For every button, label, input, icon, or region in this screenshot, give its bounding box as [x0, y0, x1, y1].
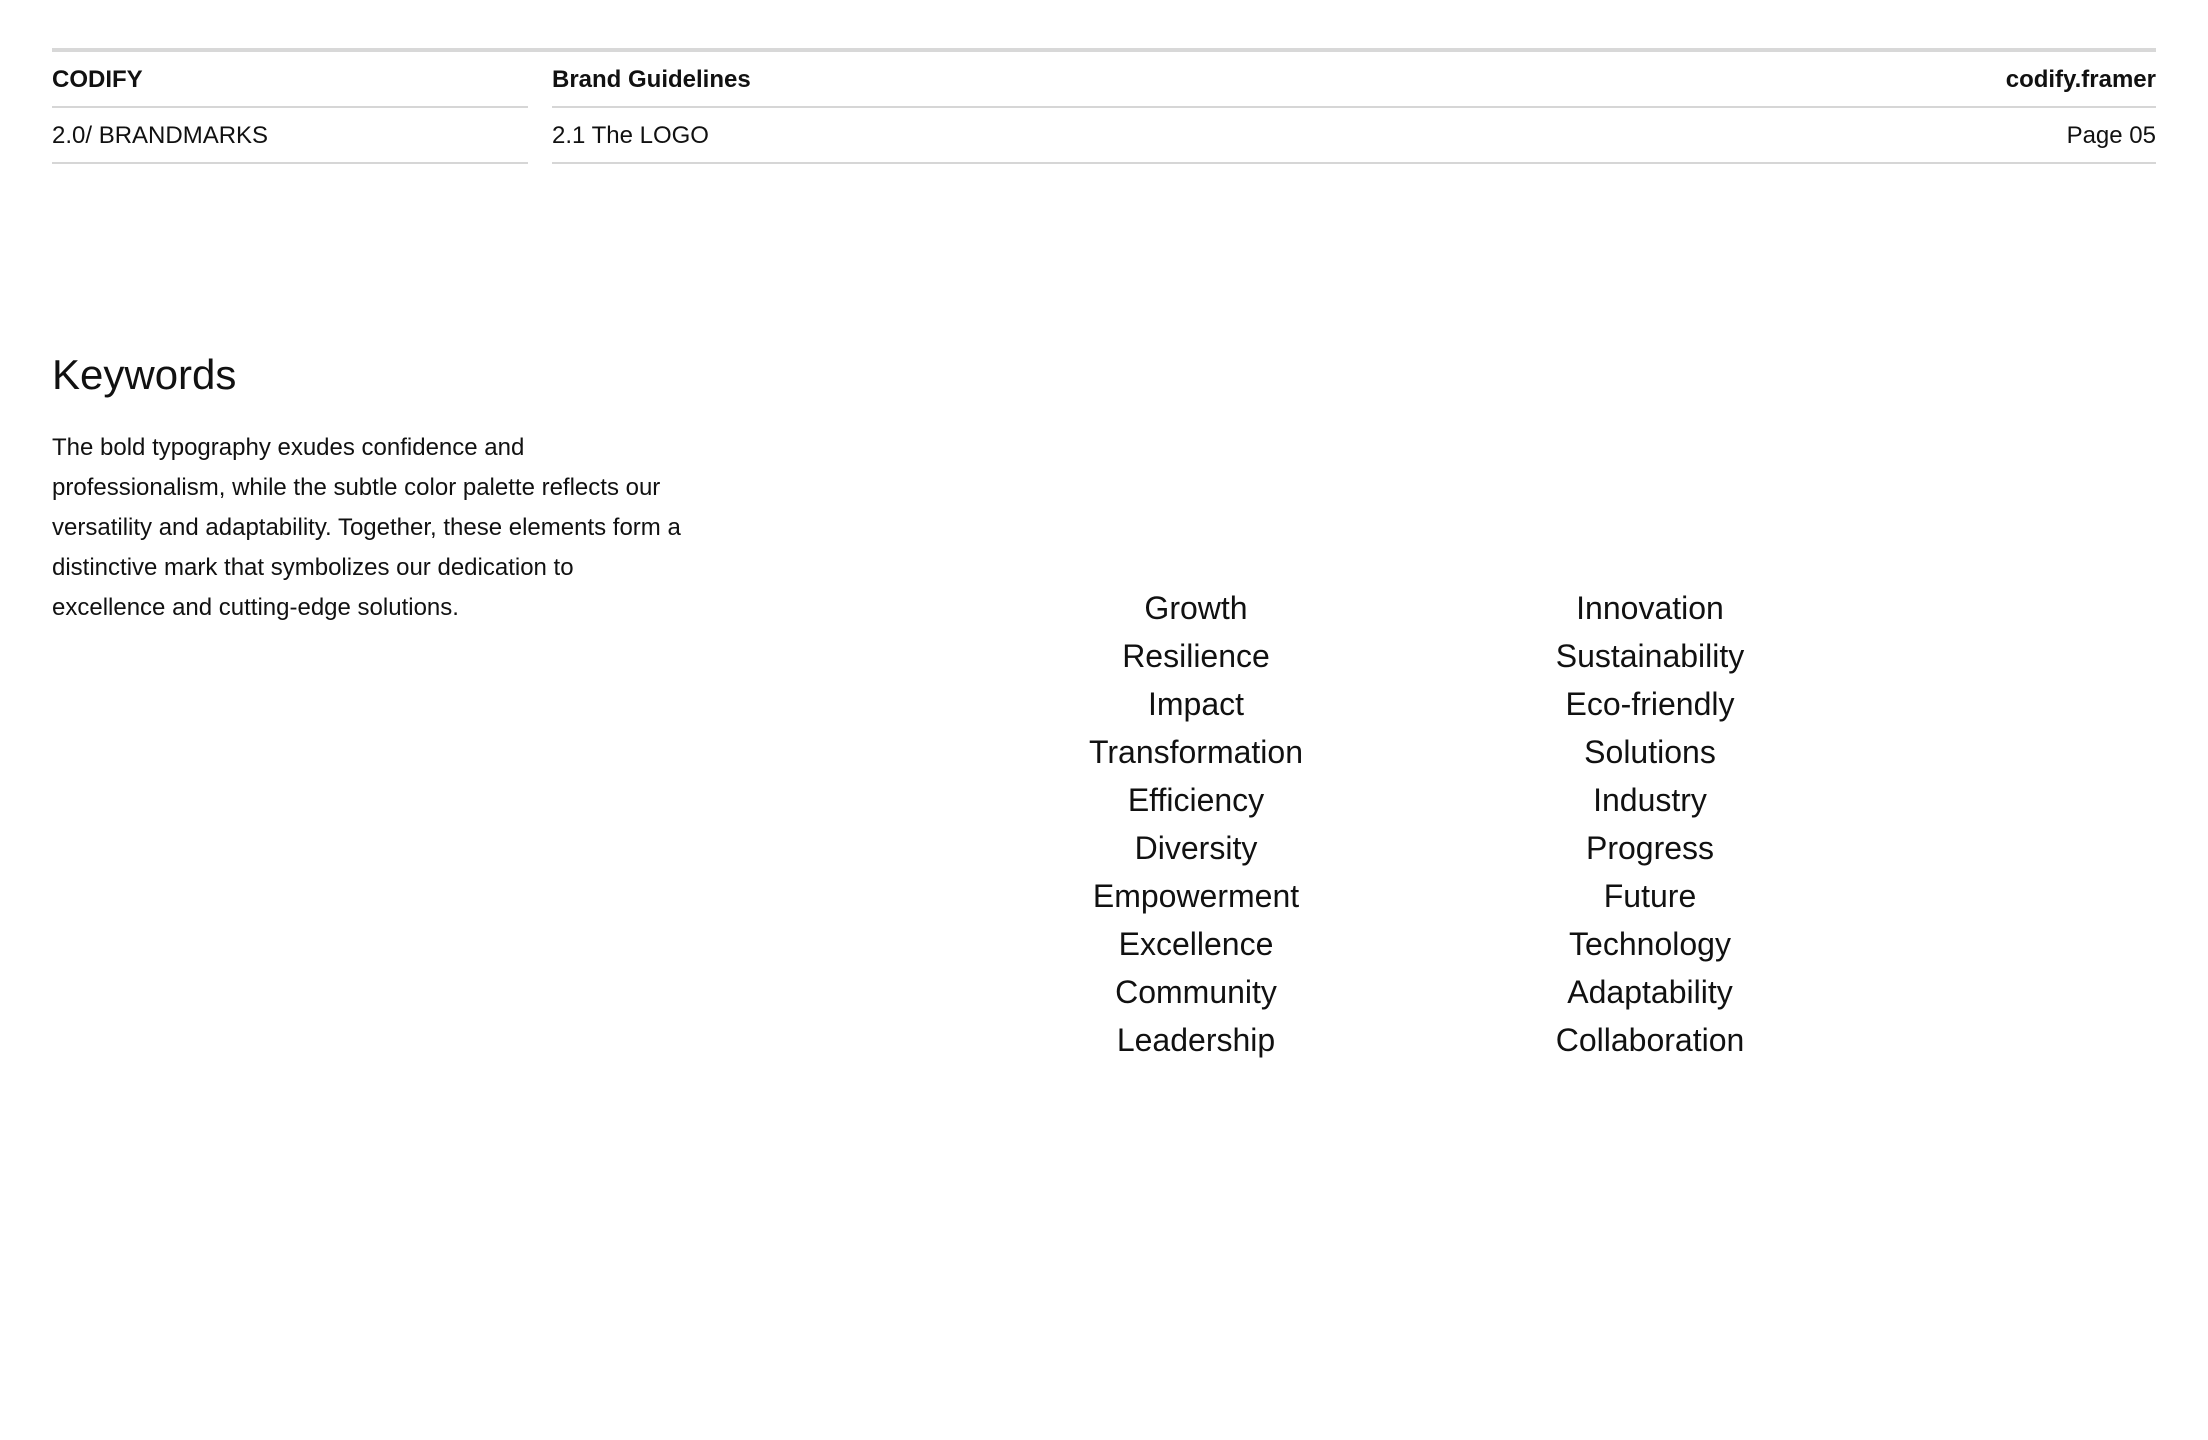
- keyword-item: Impact: [1147, 686, 1245, 722]
- keyword-item: Collaboration: [1555, 1022, 1745, 1058]
- site-link[interactable]: codify.framer: [2005, 66, 2156, 93]
- keyword-list-left: [986, 584, 1406, 1064]
- keyword-item: Leadership: [1116, 1022, 1276, 1058]
- subheader-divider-right: [552, 162, 2156, 164]
- section-label: 2.0/ BRANDMARKS: [52, 122, 269, 149]
- keyword-item: Growth: [1144, 590, 1248, 626]
- keyword-item: Community: [1115, 974, 1277, 1010]
- header-top-rule: [52, 48, 2156, 52]
- header-divider-left: [52, 106, 528, 108]
- brand-name: CODIFY: [52, 66, 143, 93]
- section-description: The bold typography exudes confidence and professionalism, while the subtle color palette reflects our versatility and adaptability. Together, these elements form a distinctive mark that symbolizes our dedication to excellence and cutting-edge solutions.: [52, 434, 681, 621]
- page-title: Keywords: [52, 351, 237, 398]
- header-divider-right: [552, 106, 2156, 108]
- keyword-item: Sustainability: [1555, 638, 1745, 674]
- keyword-item: Adaptability: [1567, 974, 1733, 1010]
- keyword-item: Transformation: [1089, 734, 1303, 770]
- keyword-item: Innovation: [1576, 590, 1724, 626]
- keyword-item: Efficiency: [1127, 782, 1265, 818]
- keyword-item: Excellence: [1118, 926, 1274, 962]
- keyword-item: Empowerment: [1092, 878, 1300, 914]
- page-number: Page 05: [2066, 122, 2156, 149]
- keyword-item: Eco-friendly: [1565, 686, 1735, 722]
- keyword-item: Technology: [1569, 926, 1731, 962]
- keyword-item: Solutions: [1584, 734, 1716, 770]
- keyword-item: Future: [1603, 878, 1697, 914]
- keyword-item: Industry: [1593, 782, 1707, 818]
- subheader-divider-left: [52, 162, 528, 164]
- keyword-item: Diversity: [1134, 830, 1258, 866]
- keyword-item: Progress: [1585, 830, 1715, 866]
- subsection-label: 2.1 The LOGO: [552, 122, 709, 149]
- keyword-list-right: [1440, 584, 1860, 1064]
- document-title: Brand Guidelines: [552, 66, 751, 93]
- keyword-item: Resilience: [1122, 638, 1270, 674]
